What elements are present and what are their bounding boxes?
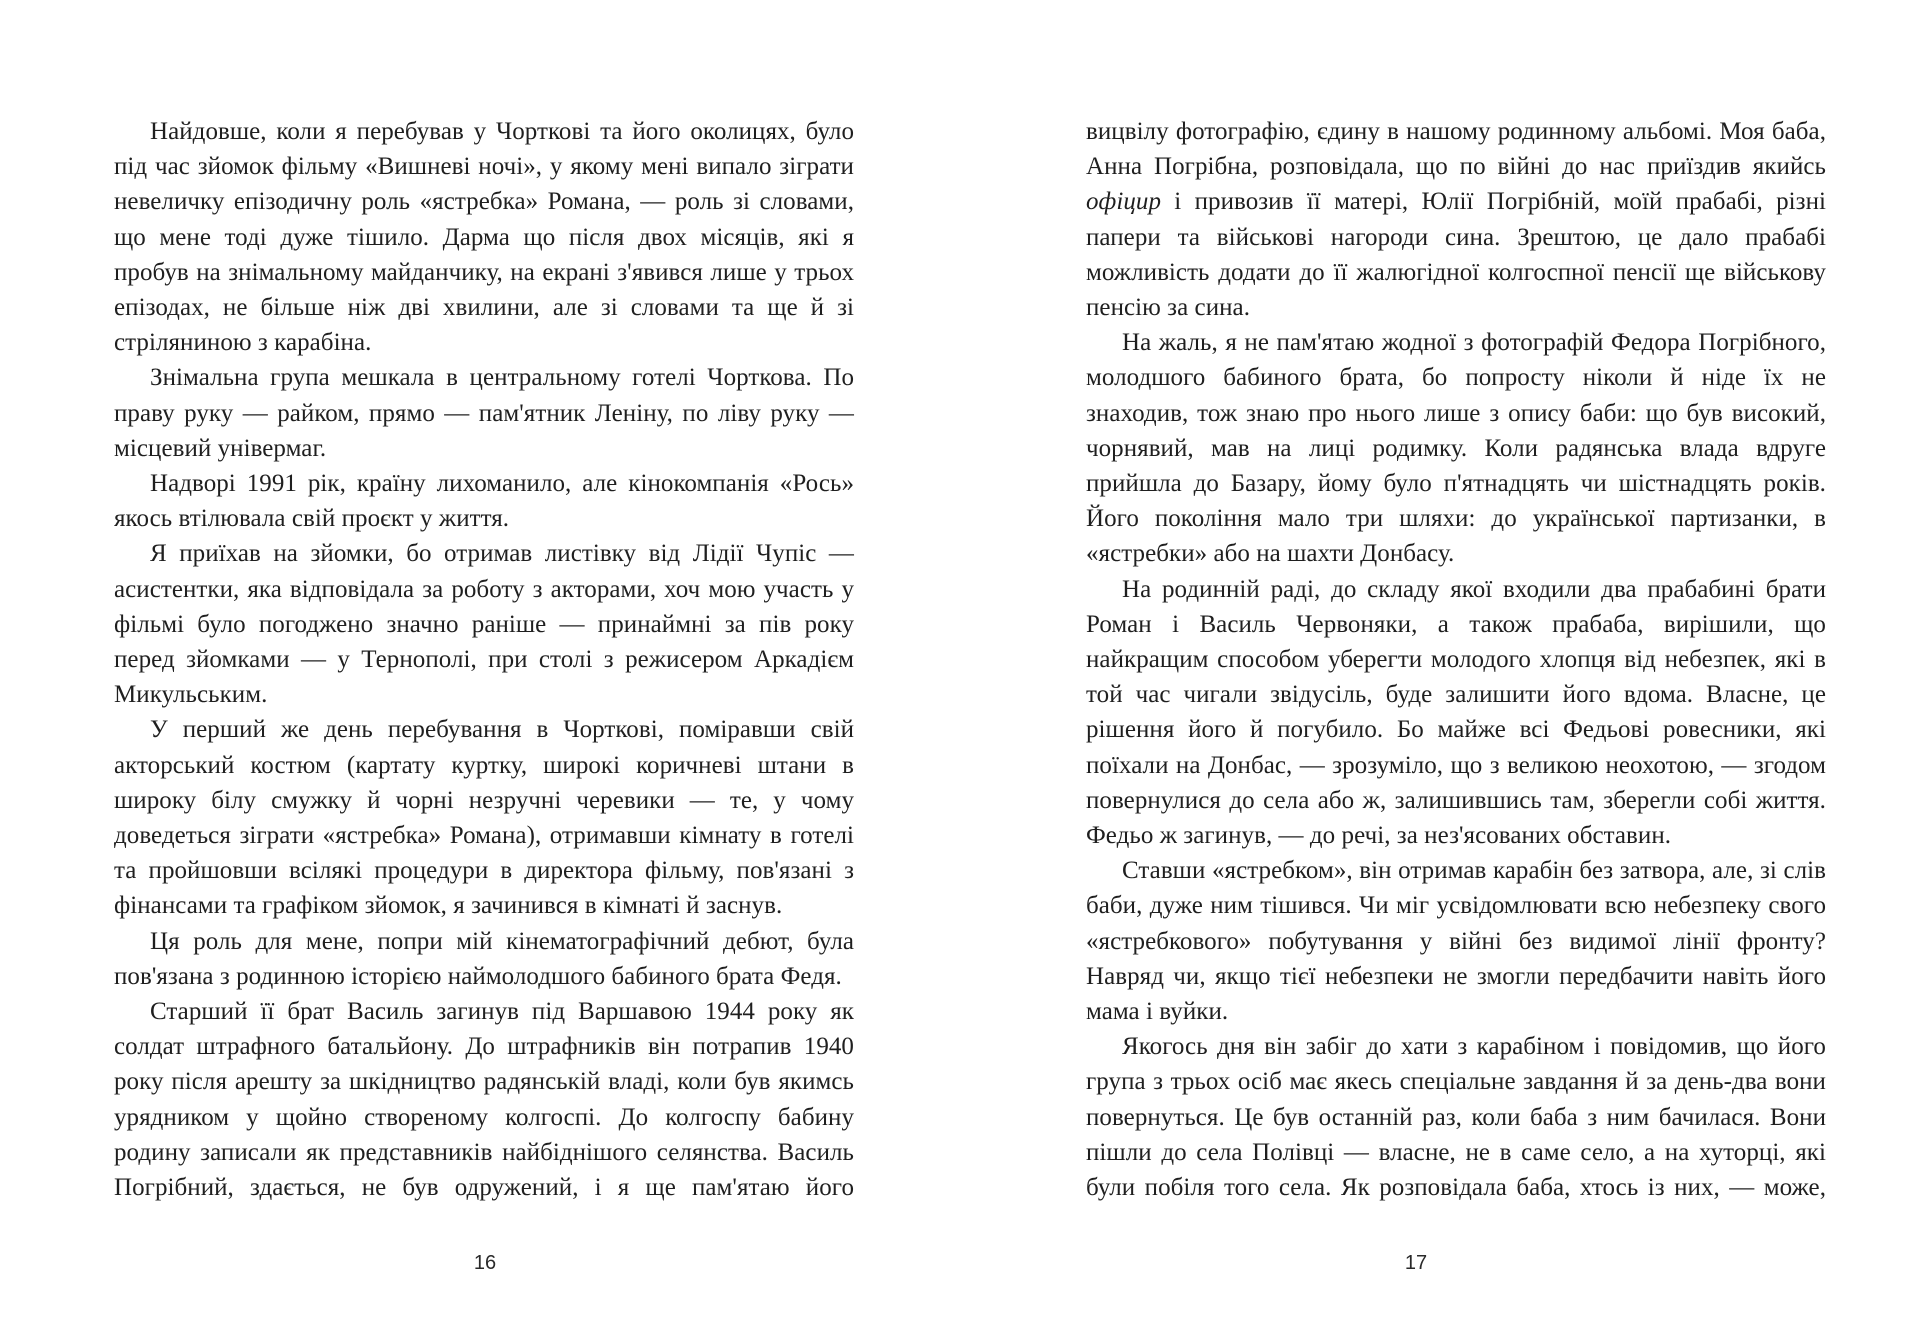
- right-page: [960, 0, 1920, 1324]
- left-page-text: [114, 114, 854, 1205]
- italic-word: офіцир: [1086, 188, 1161, 216]
- page-number: 17: [1404, 1252, 1428, 1274]
- paragraph: На жаль, я не пам'ятаю жодної з фотографій Федора Погрібного, молодшого бабиного брата, бо попросту ніколи й ніде їх не знаходив, тож знаю про нього лише з опису баби: що був високий, чорнявий, мав на лиці родимку. Коли радянська влада вдруге прийшла до Базару, йому було п'ятнадцять чи шістнадцять років. Його покоління мало три шляхи: до української партизанки, в «ястребки» або на шахти Донбасу.: [1086, 329, 1826, 568]
- paragraph: Найдовше, коли я перебував у Чорткові та його околицях, було під час зйомок фільму «Вишневі ночі», у якому мені випало зіграти невеличку епізодичну роль «ястребка» Романа, — роль зі словами, що мене тоді дуже тішило. Дарма що після двох місяців, які я пробув на знімальному майданчику, на екрані з'явився лише у трьох епізодах, не більше ніж дві хвилини, але зі словами та ще й зі стріляниною з карабіна.: [114, 118, 854, 357]
- paragraph: Ця роль для мене, попри мій кінематографічний дебют, була пов'язана з родинною історією наймолодшого бабиного брата Федя.: [114, 927, 854, 990]
- paragraph: Старший її брат Василь загинув під Варшавою 1944 року як солдат штрафного батальйону. До штрафників він потрапив 1940 року після арешту за шкідництво радянській владі, коли був якимсь урядником у щойно створеному колгоспі. До колгоспу бабину родину записали як представників найбіднішого селянства. Василь Погрібний, здається, не був одружений, і я ще пам'ятаю його: [114, 998, 854, 1202]
- paragraph: Якогось дня він забіг до хати з карабіном і повідомив, що його група з трьох осіб має якесь спеціальне завдання й за день-два вони повернуться. Це був останній раз, коли баба з ним бачилася. Вони пішли до села Полівці — власне, не в саме село, а на хуторці, які були побіля того села. Як розповідала баба, хтось із них, — може,: [1086, 1033, 1826, 1202]
- paragraph: Я приїхав на зйомки, бо отримав листівку від Лідії Чупіс — асистентки, яка відповідала за роботу з акторами, хоч мою участь у фільмі було погоджено значно раніше — принаймні за пів року перед зйомками — у Тернополі, при столі з режисером Аркадієм Микульським.: [114, 540, 854, 709]
- paragraph: Надворі 1991 рік, країну лихоманило, але кінокомпанія «Рось» якось втілювала свій проєкт у життя.: [114, 470, 854, 533]
- paragraph: На родинній раді, до складу якої входили два прабабині брати Роман і Василь Червоняки, а також прабаба, вирішили, що найкращим способом уберегти молодого хлопця від небезпек, які в той час чигали звідусіль, буде залишити його вдома. Власне, це рішення його й погубило. Бо майже всі Федьові ровесники, які поїхали на Донбас, — зрозуміло, що з великою неохотою, — згодом повернулися до села або ж, залишившись там, зберегли собі життя. Федьо ж загинув, — до речі, за нез'ясованих обставин.: [1086, 575, 1826, 850]
- paragraph: Ставши «ястребком», він отримав карабін без затвора, але, зі слів баби, дуже ним тішився. Чи міг усвідомлювати всю небезпеку свого «ястребкового» побутування у війні без видимої лінії фронту? Навряд чи, якщо тієї небезпеки не змогли передбачити навіть його мама і вуйки.: [1086, 857, 1826, 1026]
- continuation-text: вицвілу фотографію, єдину в нашому родинному альбомі. Моя баба, Анна Погрібна, розповідала, що по війні до нас приїздив якийсь: [1086, 118, 1826, 181]
- paragraph: Знімальна група мешкала в центральному готелі Чорткова. По праву руку — райком, прямо — пам'ятник Леніну, по ліву руку — місцевий універмаг.: [114, 364, 854, 462]
- paragraph-continuation: [1086, 114, 1826, 325]
- continuation-text: і привозив її матері, Юлії Погрібній, моїй прабабі, різні папери та військові нагороди сина. Зрештою, це дало прабабі можливість додати до її жалюгідної колгоспної пенсії ще військову пенсію за сина.: [1086, 188, 1826, 322]
- page-number: 16: [473, 1252, 497, 1274]
- right-page-text: [1086, 114, 1826, 1205]
- paragraph: У перший же день перебування в Чорткові, поміравши свій акторський костюм (картату куртку, широкі коричневі штани в широку білу смужку й чорні незручні черевики — те, у чому доведеться зіграти «ястребка» Романа), отримавши кімнату в готелі та пройшовши всілякі процедури в директора фільму, пов'язані з фінансами та графіком зйомок, я зачинився в кімнаті й заснув.: [114, 716, 854, 920]
